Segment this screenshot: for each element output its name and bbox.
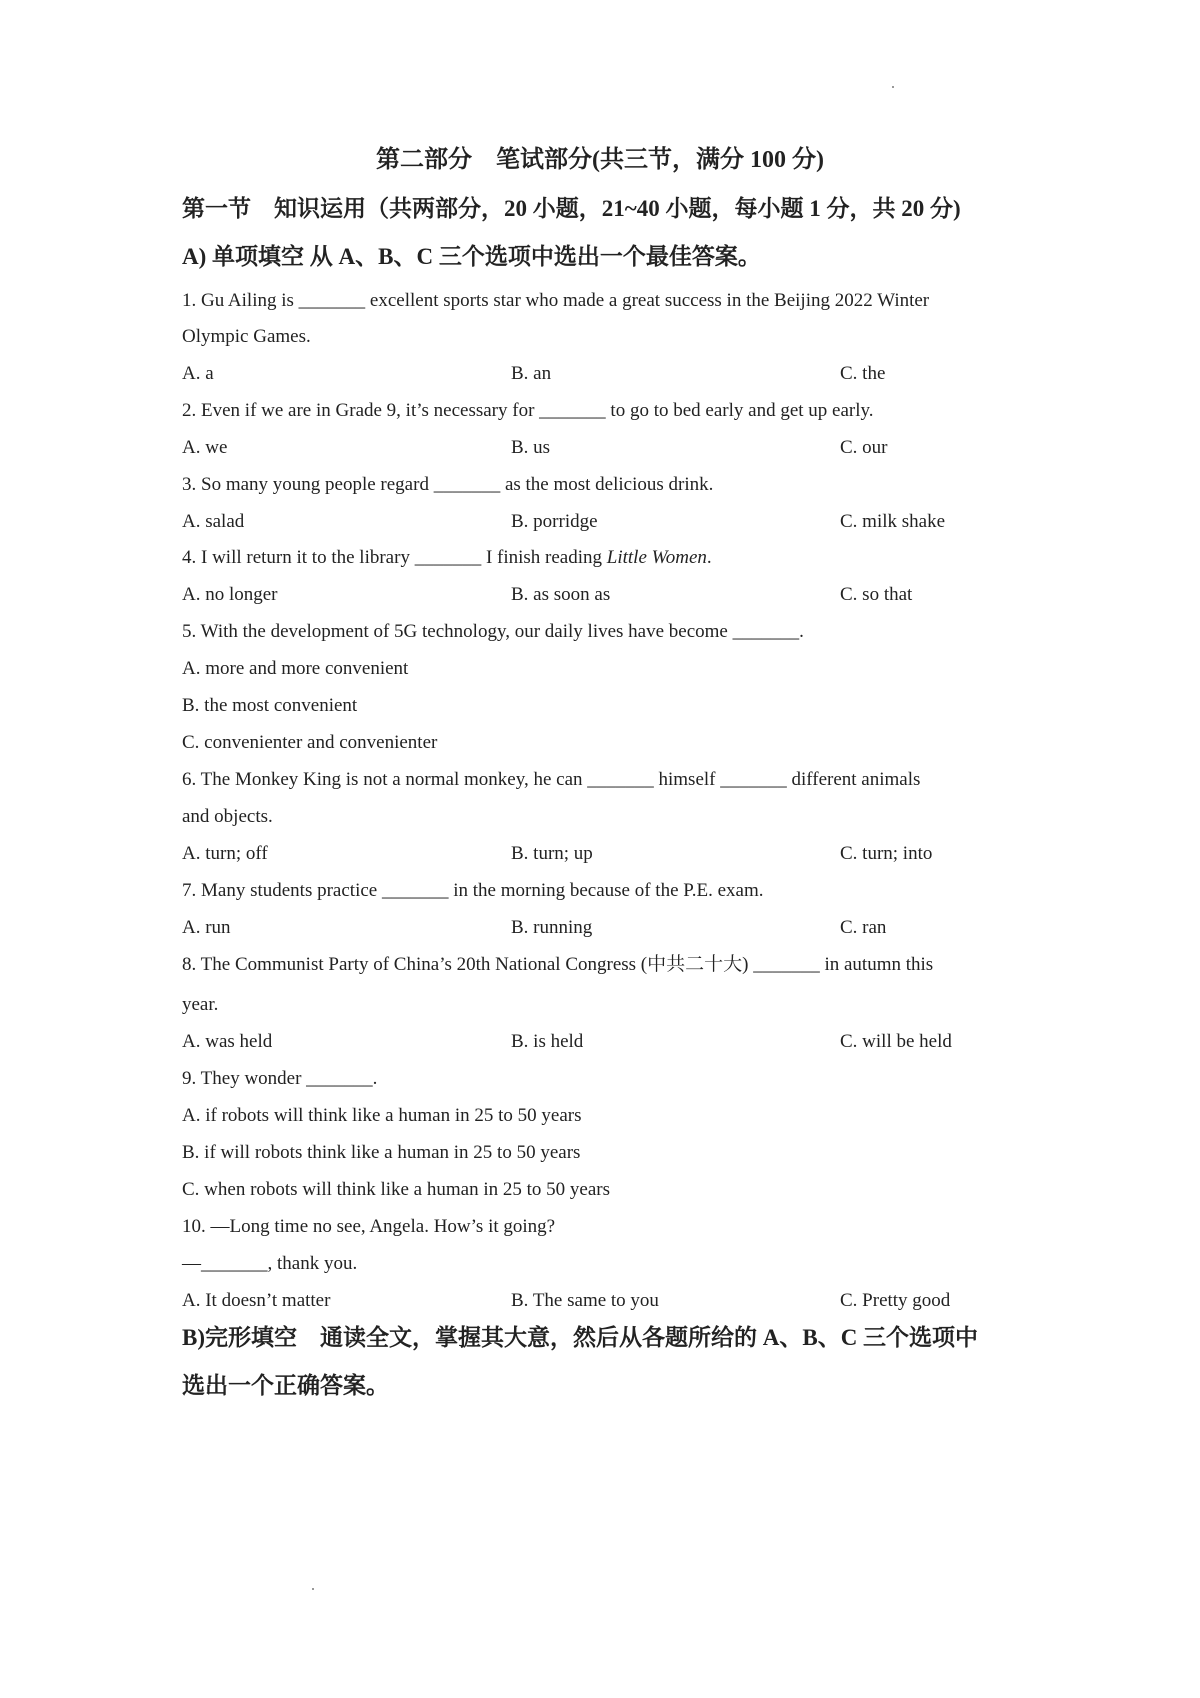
- q3-stem: 3. So many young people regard _______ as the most delicious drink.: [182, 474, 714, 495]
- q10-option-b: B. The same to you: [511, 1290, 659, 1311]
- q8-option-a: A. was held: [182, 1031, 273, 1052]
- q8-stem-line1: 8. The Communist Party of China’s 20th National Congress (中共二十大) _______ in autumn this: [182, 954, 934, 975]
- q8-option-c: C. will be held: [840, 1031, 952, 1052]
- q3-option-c: C. milk shake: [840, 511, 946, 532]
- q1-option-c: C. the: [840, 363, 886, 384]
- q7-option-a: A. run: [182, 917, 231, 938]
- partB-heading-line1: B)完形填空 通读全文，掌握其大意，然后从各题所给的 A、B、C 三个选项中: [182, 1325, 979, 1350]
- q4-stem-post: .: [706, 547, 712, 568]
- partA-heading: A) 单项填空 从 A、B、C 三个选项中选出一个最佳答案。: [182, 244, 761, 269]
- q5-option-c: C. convenienter and convenienter: [182, 732, 438, 753]
- q9-option-c: C. when robots will think like a human in 25 to 50 years: [182, 1179, 610, 1200]
- q4-option-a: A. no longer: [182, 584, 278, 605]
- q7-option-b: B. running: [511, 917, 593, 938]
- q1-stem-line1: 1. Gu Ailing is _______ excellent sports star who made a great success in the Beijing 2022 Winter: [182, 290, 930, 311]
- section1-heading: 第一节 知识运用（共两部分，20 小题，21~40 小题，每小题 1 分，共 20 分): [182, 196, 961, 221]
- q5-stem: 5. With the development of 5G technology, our daily lives have become _______.: [182, 621, 804, 642]
- q8-stem-line2: year.: [182, 994, 219, 1015]
- q7-stem: 7. Many students practice _______ in the morning because of the P.E. exam.: [182, 880, 764, 901]
- q10-stem-line2: —_______, thank you.: [182, 1253, 358, 1274]
- q5-option-b: B. the most convenient: [182, 695, 358, 716]
- page-title: 第二部分 笔试部分(共三节，满分 100 分): [376, 147, 824, 173]
- q2-stem: 2. Even if we are in Grade 9, it’s necessary for _______ to go to bed early and get up early.: [182, 400, 874, 421]
- q4-option-b: B. as soon as: [511, 584, 611, 605]
- q1-stem-line2: Olympic Games.: [182, 326, 311, 347]
- q6-stem-line1: 6. The Monkey King is not a normal monkey, he can _______ himself _______ different animals: [182, 769, 921, 790]
- q1-option-a: A. a: [182, 363, 214, 384]
- q4-stem: [182, 545, 1042, 571]
- q9-option-a: A. if robots will think like a human in 25 to 50 years: [182, 1105, 582, 1126]
- q5-option-a: A. more and more convenient: [182, 658, 409, 679]
- q3-option-b: B. porridge: [511, 511, 598, 532]
- scan-speck: [892, 86, 894, 88]
- q8-option-b: B. is held: [511, 1031, 584, 1052]
- q1-option-b: B. an: [511, 363, 552, 384]
- q7-option-c: C. ran: [840, 917, 887, 938]
- q10-option-a: A. It doesn’t matter: [182, 1290, 331, 1311]
- q6-stem-line2: and objects.: [182, 806, 273, 827]
- q2-option-c: C. our: [840, 437, 888, 458]
- q2-option-b: B. us: [511, 437, 551, 458]
- q3-option-a: A. salad: [182, 511, 245, 532]
- q10-stem-line1: 10. —Long time no see, Angela. How’s it going?: [182, 1216, 556, 1237]
- q4-book-title: Little Women: [606, 547, 707, 568]
- q6-option-b: B. turn; up: [511, 843, 593, 864]
- scan-speck: [312, 1588, 314, 1590]
- q9-stem: 9. They wonder _______.: [182, 1068, 378, 1089]
- q10-option-c: C. Pretty good: [840, 1290, 951, 1311]
- q6-option-a: A. turn; off: [182, 843, 268, 864]
- q4-option-c: C. so that: [840, 584, 913, 605]
- q4-stem-pre: 4. I will return it to the library _______ I finish reading: [182, 547, 607, 568]
- q6-option-c: C. turn; into: [840, 843, 933, 864]
- partB-heading-line2: 选出一个正确答案。: [182, 1373, 389, 1398]
- q2-option-a: A. we: [182, 437, 228, 458]
- q9-option-b: B. if will robots think like a human in 25 to 50 years: [182, 1142, 581, 1163]
